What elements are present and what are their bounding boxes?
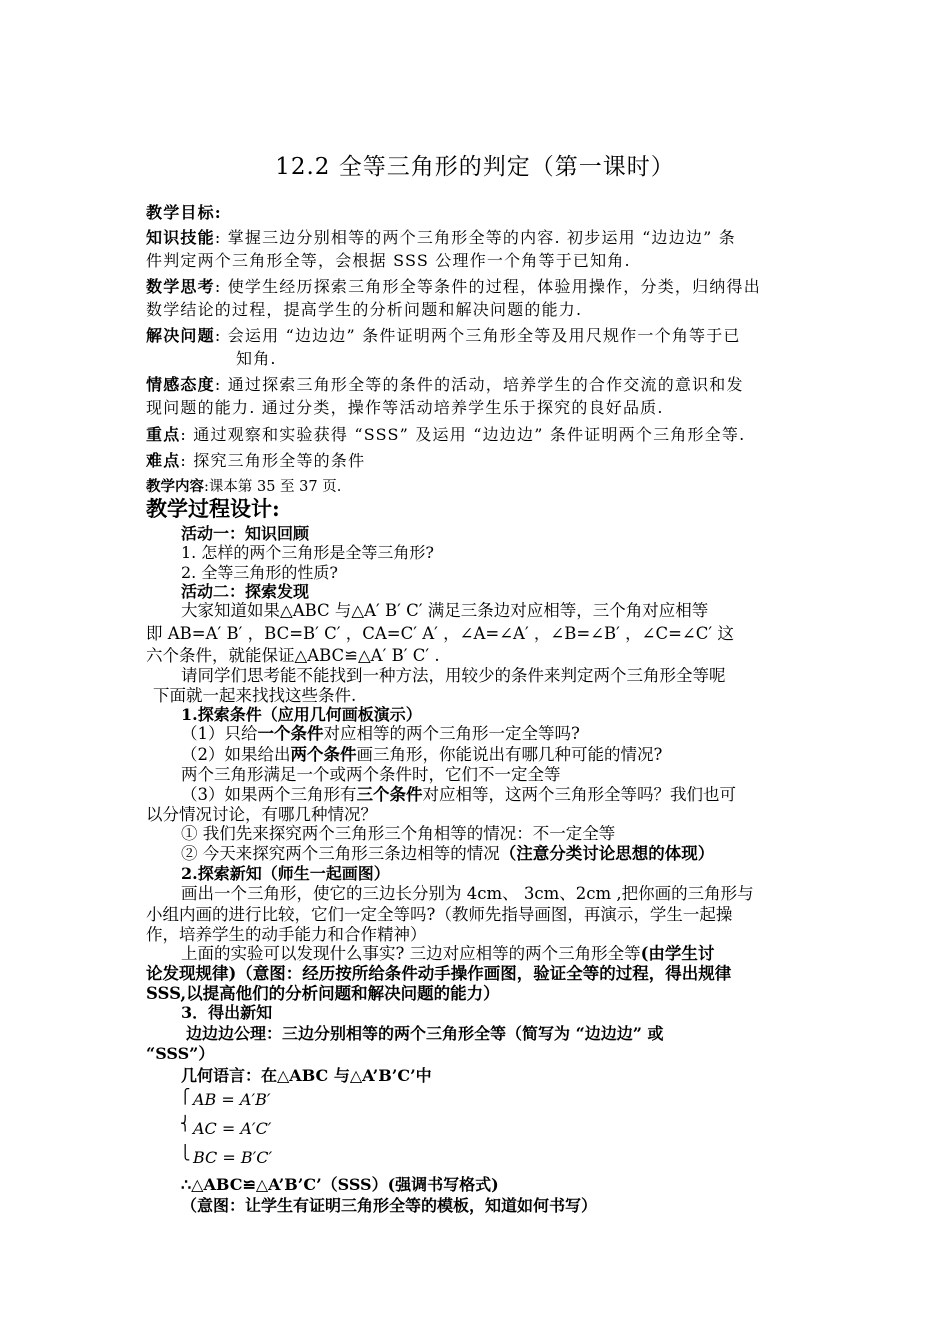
axiom-line-1: 边边边公理：三边分别相等的两个三角形全等（简写为 “边边边” 或: [186, 1024, 664, 1043]
brace-middle: ⎨: [180, 1116, 191, 1132]
difficulty-label: 难点: [146, 451, 181, 470]
problem-label: 解决问题: [146, 326, 215, 345]
case-2: [181, 844, 714, 864]
paragraph-1-line-2: 即 AB=A′ B′ ，BC=B′ C′ ，CA=C′ A′ ，∠A=∠A′ ，∠B=∠B′ ，∠C=∠C′ 这: [146, 624, 734, 643]
brace-bottom: ⎩: [180, 1145, 191, 1161]
paragraph-1-line-1: 大家知道如果△ABC 与△A′ B′ C′ 满足三条边对应相等，三个角对应相等: [181, 601, 709, 620]
attitude-line-1: [146, 375, 744, 395]
conclusion-line: ∴△ABC≌△A’B’C’（SSS）(强调书写格式): [181, 1175, 499, 1194]
condition-3-bold: 三个条件: [356, 785, 423, 804]
problem-line-2: 知角.: [236, 349, 277, 368]
condition-3-post: 对应相等，这两个三角形全等吗？我们也可: [422, 785, 736, 804]
equation-ac: AC = A′C′: [193, 1119, 272, 1138]
equation-bc: BC = B′C′: [193, 1148, 273, 1167]
case-2-bold: （注意分类讨论思想的体现）: [499, 844, 715, 863]
equation-ab: AB = A′B′: [193, 1090, 271, 1109]
activity-1-heading: 活动一：知识回顾: [181, 524, 310, 543]
fact-line-2: 论发现规律)（意图：经历按所给条件动手操作画图，验证全等的过程，得出规律: [146, 964, 732, 983]
page-title: 12.2 全等三角形的判定（第一课时）: [275, 154, 675, 180]
attitude-text-1: : 通过探索三角形全等的条件的活动，培养学生的合作交流的意识和发: [214, 375, 744, 394]
draw-line-3: 作，培养学生的动手能力和合作精神）: [146, 925, 427, 944]
axiom-line-2: “SSS”）: [146, 1044, 215, 1063]
attitude-line-2: 现问题的能力. 通过分类，操作等活动培养学生乐于探究的良好品质.: [146, 398, 664, 417]
condition-1-post: 对应相等的两个三角形一定全等吗?: [323, 724, 580, 743]
condition-3-line-2: 以分情况讨论，有哪几种情况？: [146, 805, 377, 824]
knowledge-line-1: [146, 228, 736, 248]
knowledge-line-2: 件判定两个三角形全等，会根据 SSS 公理作一个角等于已知角.: [146, 251, 631, 270]
section-2-heading: 2.探索新知（师生一起画图）: [181, 864, 390, 883]
thinking-label: 数学思考: [146, 277, 215, 296]
objectives-heading: 教学目标:: [146, 203, 222, 222]
condition-3: [181, 785, 736, 805]
paragraph-1-line-3: 六个条件，就能保证△ABC≌△A′ B′ C′ .: [146, 646, 440, 665]
condition-2: [181, 745, 662, 765]
draw-line-1: 画出一个三角形，使它的三边长分别为 4cm、 3cm、2cm ,把你画的三角形与: [181, 884, 754, 903]
attitude-label: 情感态度: [146, 375, 215, 394]
condition-1-pre: （1）只给: [181, 724, 258, 743]
section-3-heading: 3．得出新知: [181, 1003, 273, 1022]
content-text: :课本第 35 至 37 页.: [204, 479, 342, 495]
case-1: ① 我们先来探究两个三角形三个角相等的情况：不一定全等: [181, 824, 616, 843]
case-2-pre: ② 今天来探究两个三角形三条边相等的情况: [181, 844, 500, 863]
fact-line-1: [181, 944, 714, 964]
knowledge-label: 知识技能: [146, 228, 215, 247]
geometry-language: 几何语言：在△ABC 与△A’B’C’中: [181, 1066, 432, 1085]
key-text: : 通过观察和实验获得 “SSS” 及运用 “边边边” 条件证明两个三角形全等.: [180, 425, 746, 444]
fact-line-3: SSS,以提高他们的分析问题和解决问题的能力）: [146, 984, 500, 1003]
thinking-line-1: [146, 277, 761, 297]
condition-2-pre: （2）如果给出: [181, 745, 291, 764]
brace-top: ⎧: [180, 1089, 191, 1105]
knowledge-text-1: : 掌握三边分别相等的两个三角形全等的内容. 初步运用 “边边边” 条: [214, 228, 736, 247]
condition-2-bold: 两个条件: [290, 745, 357, 764]
paragraph-2-line-1: 请同学们思考能不能找到一种方法，用较少的条件来判定两个三角形全等呢: [181, 666, 726, 685]
problem-text-1: : 会运用 “边边边” 条件证明两个三角形全等及用尺规作一个角等于已: [214, 326, 741, 345]
thinking-text-1: : 使学生经历探索三角形全等条件的过程，体验用操作，分类，归纳得出: [214, 277, 761, 296]
content-label: 教学内容: [146, 478, 204, 495]
process-heading: 教学过程设计:: [146, 496, 280, 521]
draw-line-2: 小组内画的进行比较，它们一定全等吗?（教师先指导画图，再演示，学生一起操: [146, 905, 733, 924]
condition-3-pre: （3）如果两个三角形有: [181, 785, 357, 804]
paragraph-2-line-2: 下面就一起来找找这些条件.: [153, 686, 357, 705]
key-point-line: [146, 425, 745, 445]
activity-2-heading: 活动二：探索发现: [181, 582, 310, 601]
fact-pre: 上面的实验可以发现什么事实? 三边对应相等的两个三角形全等: [181, 944, 641, 963]
question-2: 2. 全等三角形的性质?: [181, 563, 338, 582]
condition-2-note: 两个三角形满足一个或两个条件时，它们不一定全等: [181, 765, 561, 784]
condition-1: [181, 724, 580, 744]
difficulty-line: [146, 451, 365, 471]
intent-line: （意图：让学生有证明三角形全等的模板，知道如何书写）: [181, 1196, 598, 1215]
thinking-line-2: 数学结论的过程，提高学生的分析问题和解决问题的能力.: [146, 300, 583, 319]
condition-1-bold: 一个条件: [257, 724, 324, 743]
key-label: 重点: [146, 425, 181, 444]
condition-2-post: 画三角形，你能说出有哪几种可能的情况?: [356, 745, 663, 764]
difficulty-text: : 探究三角形全等的条件: [180, 451, 366, 470]
fact-bold-1: (由学生讨: [640, 944, 715, 963]
section-1-heading: 1.探索条件（应用几何画板演示）: [181, 705, 422, 724]
content-line: [146, 477, 341, 497]
question-1: 1. 怎样的两个三角形是全等三角形?: [181, 543, 434, 562]
problem-line-1: [146, 326, 741, 346]
